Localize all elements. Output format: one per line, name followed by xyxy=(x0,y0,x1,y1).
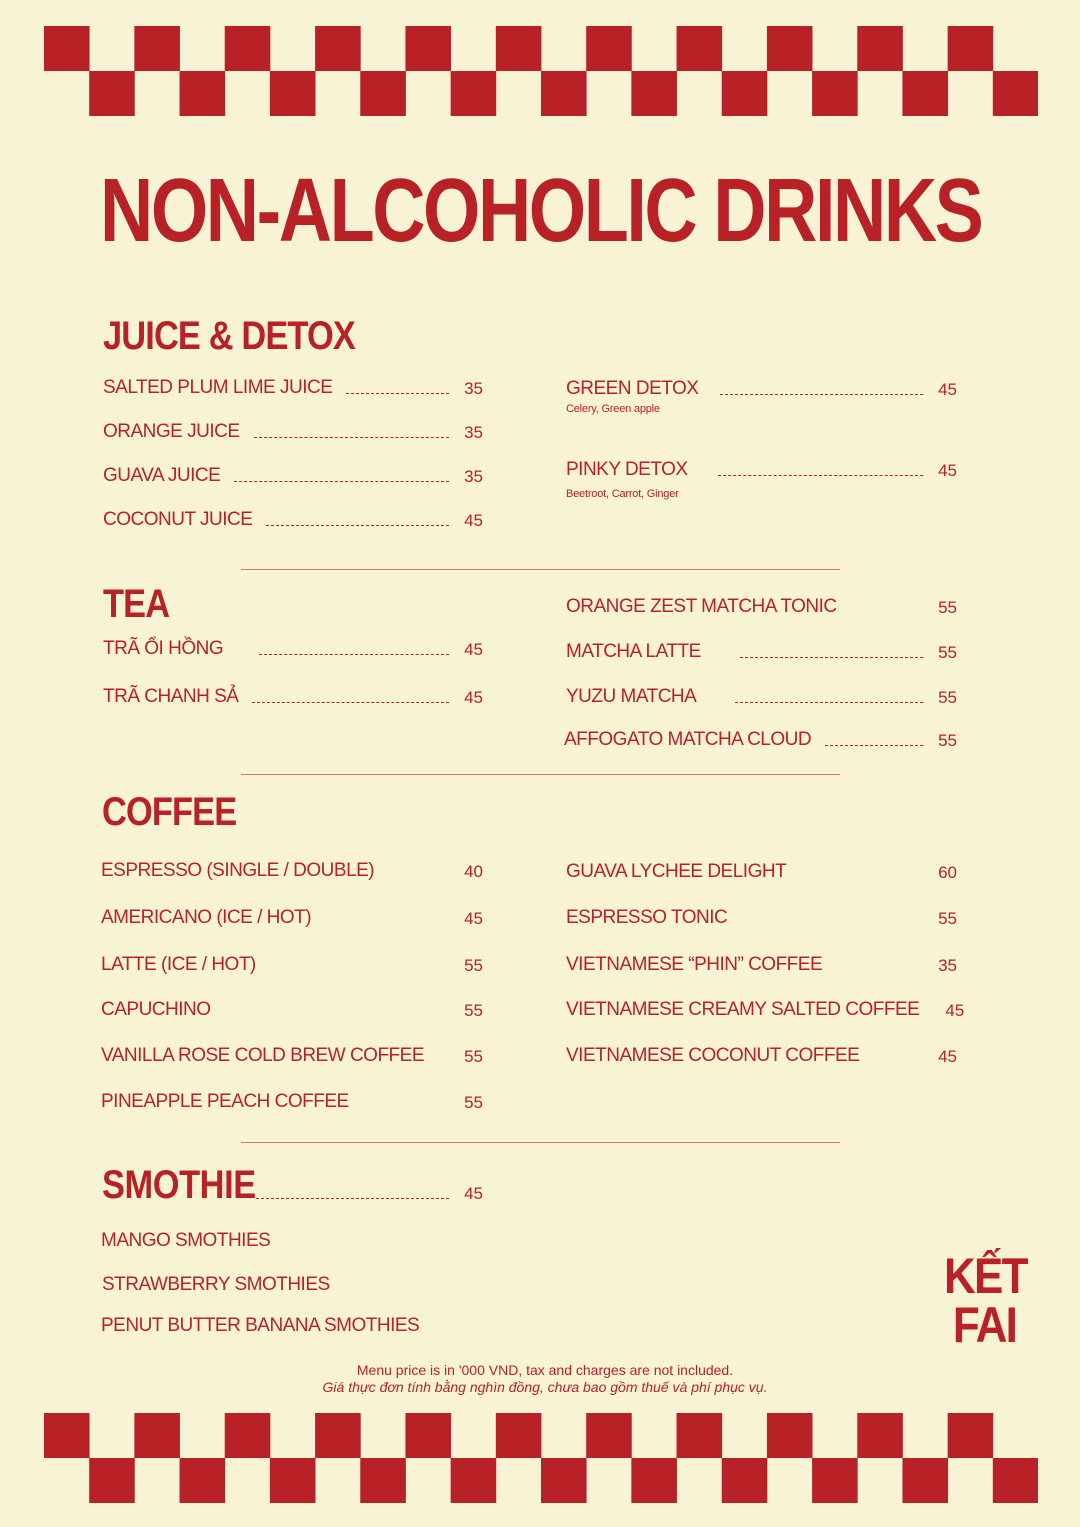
item-price: 55 xyxy=(938,688,957,707)
dotted-leader xyxy=(735,702,923,703)
checker-square xyxy=(993,71,1038,116)
item-name: YUZU MATCHA xyxy=(566,686,697,707)
item-price: 35 xyxy=(464,467,483,486)
section-divider xyxy=(241,774,840,775)
smoothie-item: STRAWBERRY SMOTHIES xyxy=(102,1274,330,1295)
smoothie-item: MANGO SMOTHIES xyxy=(101,1230,271,1251)
checker-square xyxy=(405,1413,451,1458)
logo-line: FAI xyxy=(952,1297,1017,1353)
checker-square xyxy=(677,1413,723,1458)
checker-square xyxy=(993,1458,1038,1503)
item-price: 55 xyxy=(938,909,957,928)
menu-item xyxy=(103,378,483,397)
menu-item xyxy=(566,597,957,616)
checker-square xyxy=(180,1458,226,1503)
item-description: Beetroot, Carrot, Ginger xyxy=(566,488,679,500)
item-name: LATTE (ICE / HOT) xyxy=(101,954,256,975)
checker-square xyxy=(89,1458,135,1503)
item-price: 40 xyxy=(464,862,483,881)
dotted-leader xyxy=(256,1198,449,1199)
dotted-leader xyxy=(266,525,449,526)
checker-square xyxy=(902,1458,948,1503)
smoothie-item: PENUT BUTTER BANANA SMOTHIES xyxy=(101,1315,420,1336)
item-name: ORANGE JUICE xyxy=(103,421,240,442)
brand-logo xyxy=(944,1248,1027,1353)
item-price: 45 xyxy=(938,380,957,399)
item-name: TRÃ ỔI HỒNG xyxy=(103,638,224,659)
item-description: Celery, Green apple xyxy=(566,403,660,415)
item-price: 45 xyxy=(464,909,483,928)
checker-square xyxy=(586,26,632,71)
item-price: 55 xyxy=(464,1001,483,1020)
menu-item xyxy=(101,1046,483,1065)
item-price: 45 xyxy=(464,640,483,659)
section-title-tea: TEA xyxy=(103,582,170,626)
item-price: 35 xyxy=(464,423,483,442)
dotted-leader xyxy=(234,481,449,482)
checker-square xyxy=(722,1458,768,1503)
checker-square xyxy=(360,71,406,116)
checker-square xyxy=(812,1458,858,1503)
dotted-leader xyxy=(825,745,923,746)
checker-square xyxy=(902,71,948,116)
checker-square xyxy=(948,26,994,71)
menu-item xyxy=(101,861,483,880)
item-name: VANILLA ROSE COLD BREW COFFEE xyxy=(101,1045,425,1066)
item-name: MATCHA LATTE xyxy=(566,641,701,662)
menu-item xyxy=(566,642,957,661)
dotted-leader xyxy=(740,657,923,658)
item-name: SALTED PLUM LIME JUICE xyxy=(103,377,333,398)
checker-square xyxy=(767,1413,813,1458)
menu-item xyxy=(103,466,483,485)
item-name: PINKY DETOX xyxy=(566,459,688,480)
item-price: 45 xyxy=(464,688,483,707)
checker-square xyxy=(180,71,226,116)
section-title-juice-detox: JUICE & DETOX xyxy=(103,314,355,358)
item-name: VIETNAMESE “PHIN” COFFEE xyxy=(566,954,823,975)
menu-item xyxy=(566,379,957,398)
item-name: GUAVA LYCHEE DELIGHT xyxy=(566,861,787,882)
item-price: 55 xyxy=(938,598,957,617)
page-title: NON-ALCOHOLIC DRINKS xyxy=(100,161,982,261)
section-title-coffee: COFFEE xyxy=(102,790,237,834)
item-price: 55 xyxy=(464,956,483,975)
checker-square xyxy=(360,1458,406,1503)
checker-square xyxy=(225,26,271,71)
checker-square xyxy=(315,26,361,71)
price-note xyxy=(240,1362,850,1396)
logo-line: KẾT xyxy=(944,1248,1027,1304)
item-name: ORANGE ZEST MATCHA TONIC xyxy=(566,596,837,617)
item-price: 55 xyxy=(464,1093,483,1112)
checker-square xyxy=(451,71,497,116)
checker-square xyxy=(677,26,723,71)
item-name: GUAVA JUICE xyxy=(103,465,221,486)
item-name: VIETNAMESE CREAMY SALTED COFFEE xyxy=(566,999,920,1020)
checker-square xyxy=(812,71,858,116)
item-price: 45 xyxy=(938,461,957,480)
dotted-leader xyxy=(346,393,449,394)
checker-square xyxy=(857,26,903,71)
menu-item xyxy=(103,510,483,529)
checker-square xyxy=(586,1413,632,1458)
item-name: CAPUCHINO xyxy=(101,999,211,1020)
checker-square xyxy=(631,71,677,116)
checker-square xyxy=(44,26,90,71)
item-price: 45 xyxy=(464,1184,483,1203)
checker-square xyxy=(44,1413,90,1458)
checker-square xyxy=(857,1413,903,1458)
dotted-leader xyxy=(259,654,449,655)
section-divider xyxy=(241,1142,840,1143)
menu-item xyxy=(566,460,957,479)
item-price: 55 xyxy=(938,731,957,750)
item-price: 45 xyxy=(938,1047,957,1066)
checker-square xyxy=(541,71,587,116)
checker-square xyxy=(722,71,768,116)
item-name: COCONUT JUICE xyxy=(103,509,253,530)
item-name: TRÃ CHANH SẢ xyxy=(103,686,239,707)
checker-square xyxy=(405,26,451,71)
dotted-leader xyxy=(252,702,449,703)
section-title-smoothie: SMOTHIE xyxy=(102,1163,256,1207)
menu-item xyxy=(566,908,957,927)
item-name: ESPRESSO (SINGLE / DOUBLE) xyxy=(101,860,375,881)
checker-square xyxy=(134,26,180,71)
menu-item xyxy=(566,955,957,974)
dotted-leader xyxy=(718,475,923,476)
item-name: ESPRESSO TONIC xyxy=(566,907,728,928)
checkerboard-bottom-border xyxy=(44,1413,1038,1503)
item-price: 35 xyxy=(938,956,957,975)
checker-square xyxy=(270,1458,316,1503)
dotted-leader xyxy=(720,394,923,395)
checker-square xyxy=(541,1458,587,1503)
section-divider xyxy=(241,569,840,570)
item-price: 60 xyxy=(938,863,957,882)
menu-item xyxy=(103,639,483,658)
menu-item xyxy=(101,908,483,927)
checker-square xyxy=(89,71,135,116)
checker-square xyxy=(315,1413,361,1458)
price-note-vi: Giá thực đơn tính bằng nghìn đồng, chưa bao gồm thuế và phí phục vụ. xyxy=(322,1378,768,1395)
checker-square xyxy=(767,26,813,71)
checker-square xyxy=(270,71,316,116)
checker-square xyxy=(496,1413,542,1458)
checker-square xyxy=(496,26,542,71)
checkerboard-top-border xyxy=(44,26,1038,116)
checker-square xyxy=(948,1413,994,1458)
item-price: 45 xyxy=(464,511,483,530)
menu-item xyxy=(103,687,483,706)
menu-item xyxy=(566,999,965,1020)
menu-item xyxy=(101,1000,483,1019)
item-name: AMERICANO (ICE / HOT) xyxy=(101,907,312,928)
menu-item xyxy=(102,1165,483,1205)
item-name: VIETNAMESE COCONUT COFFEE xyxy=(566,1045,860,1066)
item-price: 55 xyxy=(464,1047,483,1066)
menu-item xyxy=(566,862,957,881)
item-price: 35 xyxy=(464,379,483,398)
dotted-leader xyxy=(254,437,449,438)
item-name: AFFOGATO MATCHA CLOUD xyxy=(564,729,812,750)
item-price: 45 xyxy=(945,1001,965,1020)
item-name: PINEAPPLE PEACH COFFEE xyxy=(101,1091,349,1112)
checker-square xyxy=(631,1458,677,1503)
menu-item xyxy=(566,1046,957,1065)
item-price: 55 xyxy=(938,643,957,662)
checker-square xyxy=(225,1413,271,1458)
menu-item xyxy=(566,687,957,706)
menu-item xyxy=(564,730,957,749)
menu-item xyxy=(101,955,483,974)
checker-square xyxy=(134,1413,180,1458)
checker-square xyxy=(451,1458,497,1503)
menu-item xyxy=(101,1092,483,1111)
price-note-en: Menu price is in '000 VND, tax and charges are not included. xyxy=(356,1362,734,1378)
menu-item xyxy=(103,422,483,441)
item-name: GREEN DETOX xyxy=(566,378,699,399)
